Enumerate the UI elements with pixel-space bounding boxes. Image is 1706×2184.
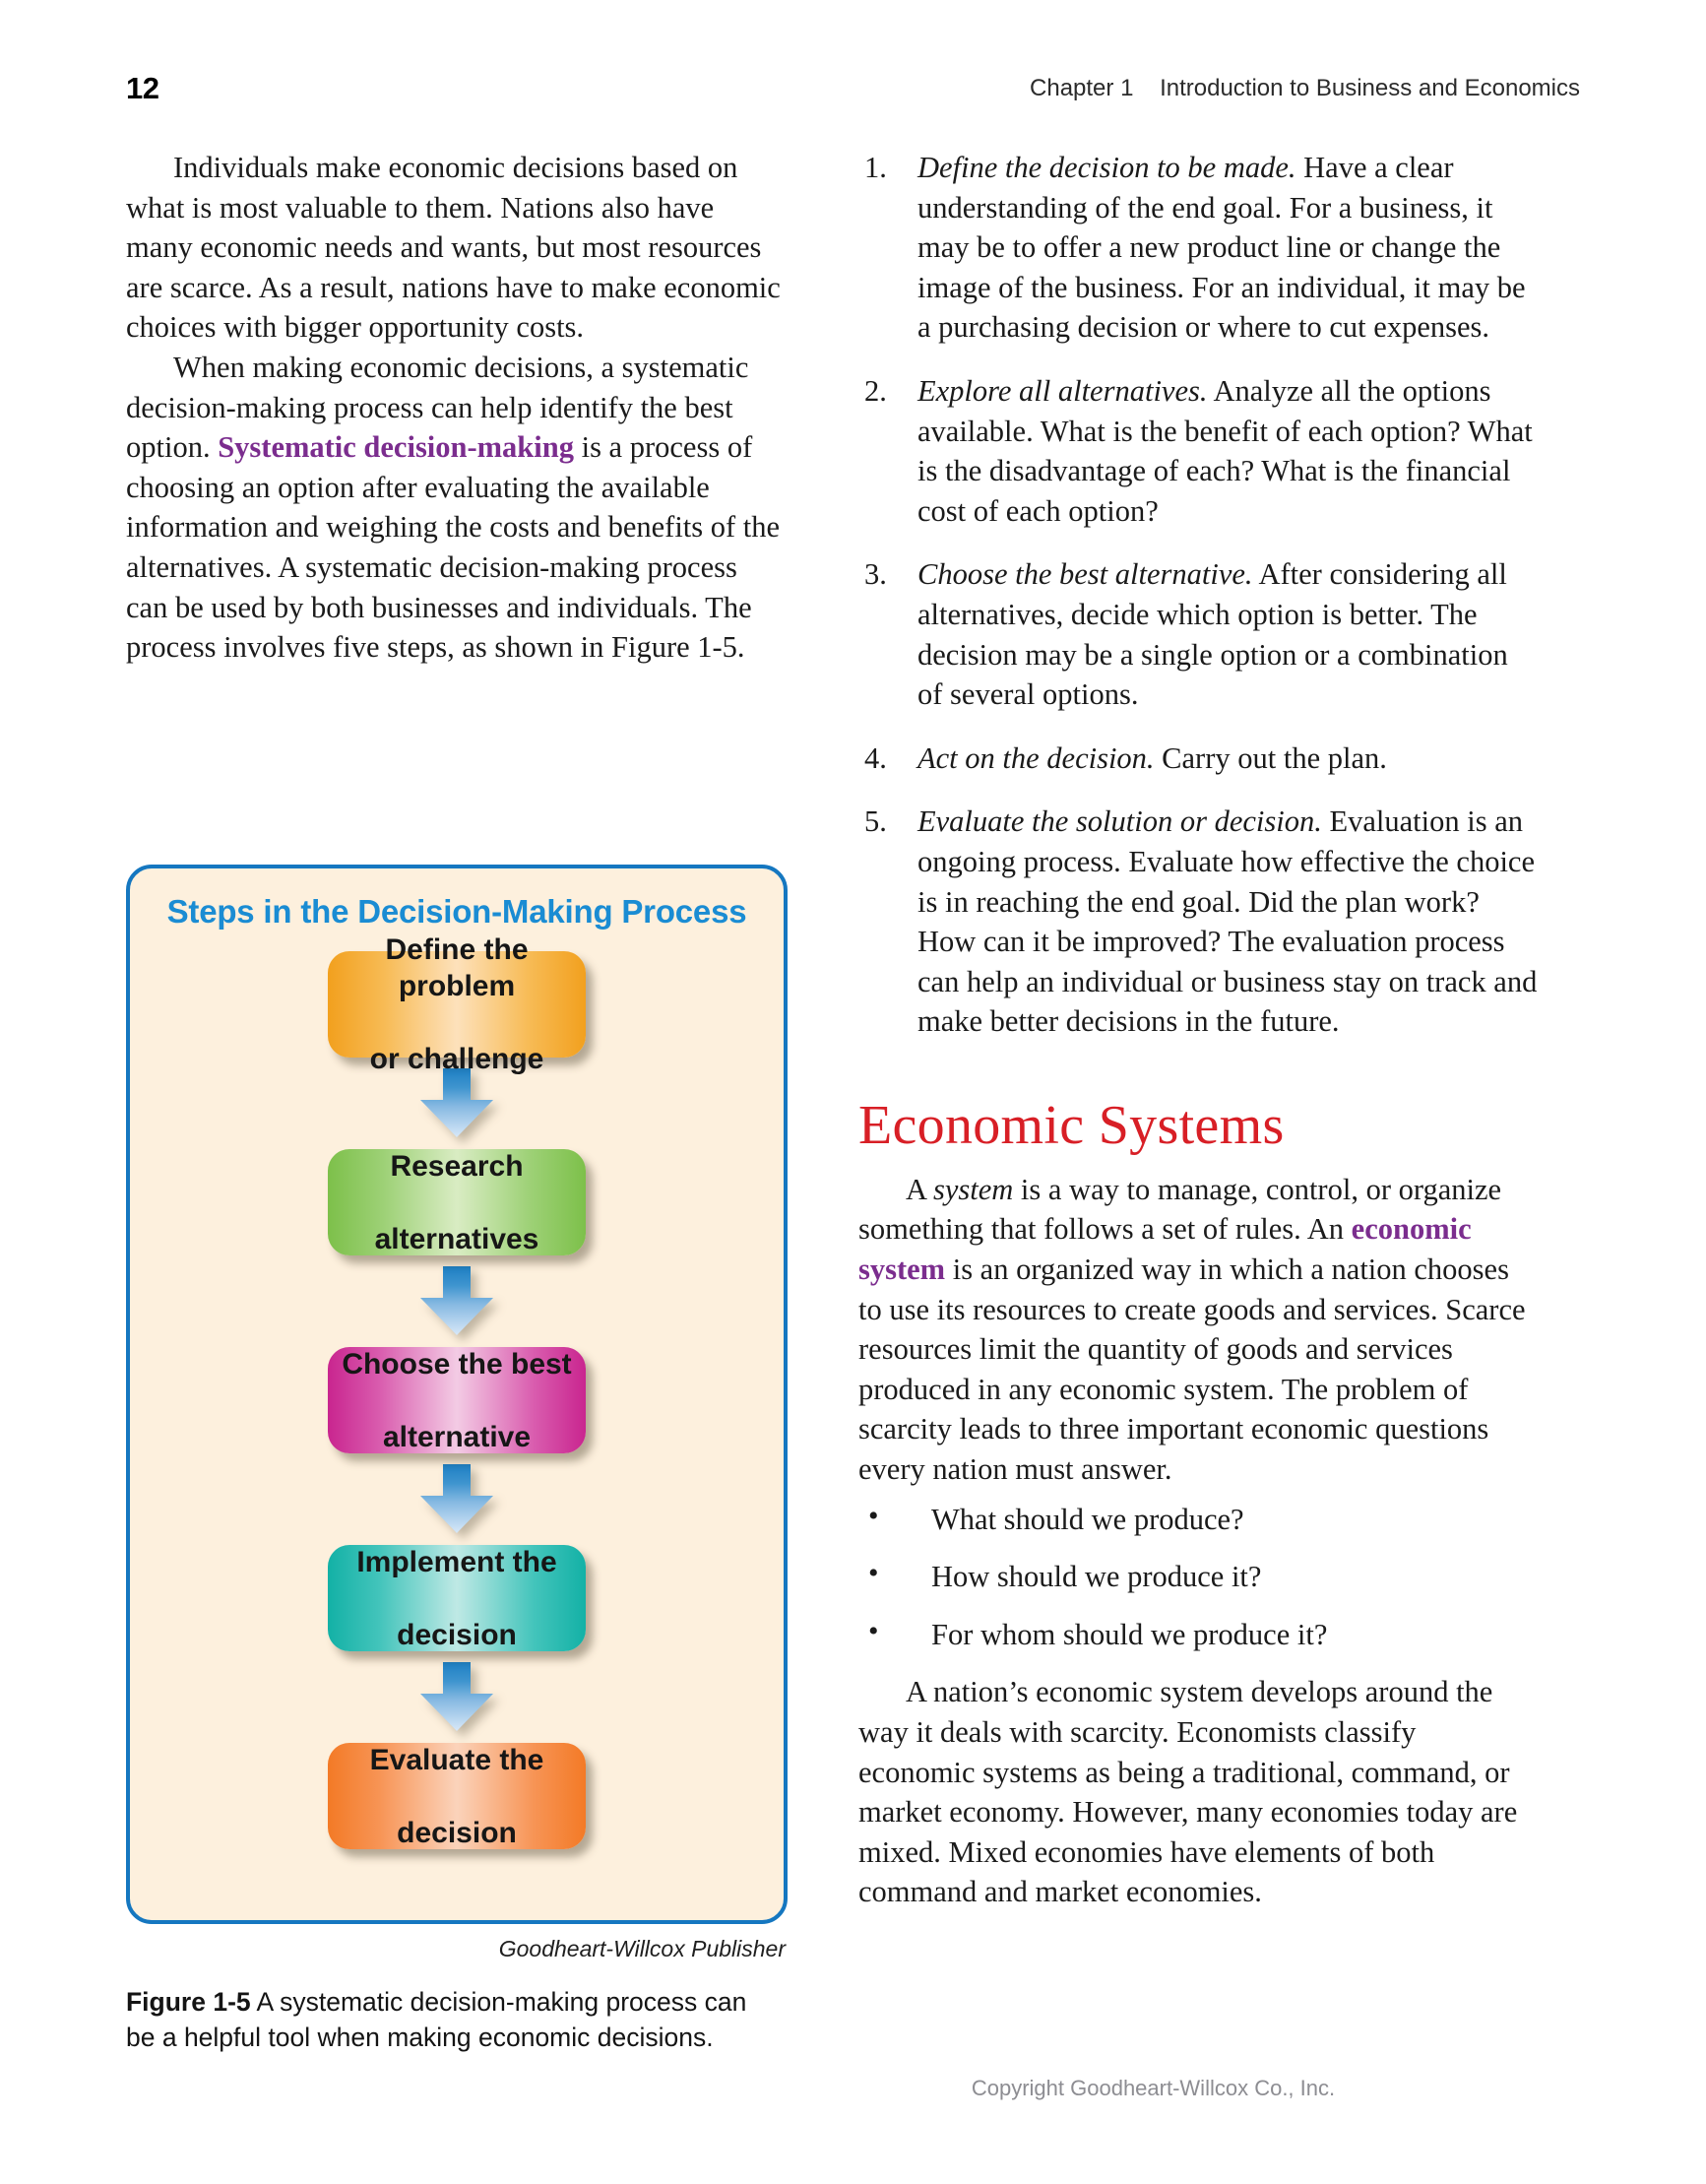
page-number: 12 [126,71,159,105]
list-item-number: 4. [864,740,887,775]
down-arrow-icon-3 [414,1464,499,1535]
list-item [858,554,1538,714]
decision-steps-list [858,148,1538,1042]
down-arrow-icon-2 [414,1266,499,1337]
list-item-number: 2. [864,373,887,408]
flow-node-label [358,1742,556,1851]
paragraph-individuals: Individuals make economic decisions based on what is most valuable to them. Nations also have many economic needs and wants, but most resources are scarce. As a result, nations have to make economic choices with bigger opportunity costs. [126,151,781,345]
node-line-2: decision [397,1816,517,1849]
term-systematic-decision-making: Systematic decision-making [218,430,574,465]
list-item-lead: Explore all alternatives. [917,373,1208,408]
flow-node-implement-decision [328,1545,586,1651]
node-line-2: alternatives [374,1222,539,1255]
node-line-2: or challenge [369,1043,544,1075]
section-heading-economic-systems: Economic Systems [858,1094,1285,1156]
node-line-2: alternative [382,1420,532,1453]
list-item-lead: Define the decision to be made. [917,151,1296,184]
list-item-lead: Act on the decision. [917,740,1155,775]
para2-text-a: When making economic decisions, a systematic decision-making process can help identify the best option. [126,350,749,465]
list-item-text: Carry out the plan. [1154,740,1387,775]
node-line-1: Choose the best [342,1347,572,1381]
list-item [858,1615,1538,1655]
list-item [858,371,1538,531]
right-column [858,148,1538,1912]
list-item-lead: Evaluate the solution or decision. [917,804,1322,839]
flow-node-evaluate-decision [328,1743,586,1849]
list-item-text: How should we produce it? [931,1560,1262,1594]
node-line-1: Define the problem [385,933,529,1002]
paragraph-economic-system [858,1170,1538,1490]
flow-node-research-alternatives [328,1149,586,1255]
list-item-lead: Choose the best alternative. [917,557,1253,592]
para2-text-b: is a process of choosing an option after evaluating the available information and weighing the costs and benefits of the alternatives. A systematic decision-making process can be used by both businesses and individuals. The process involves five steps, as shown in Figure 1-5. [126,430,781,665]
flow-node-label [345,1544,568,1653]
panel-title: Steps in the Decision-Making Process [166,893,747,930]
flow-node-choose-best-alternative [328,1347,586,1453]
economic-questions-list [858,1500,1538,1655]
list-item-text: What should we produce? [931,1502,1244,1536]
list-item-number: 3. [864,557,887,592]
flow-node-define-problem [328,933,586,1075]
figure-caption [126,1984,776,2055]
running-head-title: Chapter 1 Introduction to Business and Economics [1030,75,1580,101]
bullet-glyph-icon: • [868,1557,879,1590]
paragraph-nation-economic-system: A nation’s economic system develops around the way it deals with scarcity. Economists classify economic systems as being a traditional, command, or market economy. However, many economies today are mixed. Mixed economies have elements of both command and market economies. [858,1675,1518,1909]
italic-system: system [932,1172,1014,1206]
flowchart [130,933,784,1849]
para-text-c: is an organized way in which a nation chooses to use its resources to create goods and services. Scarce resources limit the quantity of goods and services produced in any economic system. The problem of scarcity leads to three important economic questions every nation must answer. [858,1253,1526,1487]
list-item-text: For whom should we produce it? [931,1617,1328,1651]
flow-node-label [363,1148,551,1257]
para-text-a: A [906,1172,933,1206]
list-item-text: Analyze all the options available. What is the benefit of each option? What is the disadvantage of each? What is the financial cost of each option? [917,373,1533,528]
flow-node-label [328,931,586,1077]
para-text-b: is a way to manage, control, or organize something that follows a set of rules. An [858,1172,1502,1247]
list-item-text: Have a clear understanding of the end goal. For a business, it may be to offer a new product line or change the image of the business. For an individual, it may be a purchasing decision or where to cut expenses. [917,151,1526,345]
node-line-1: Evaluate the [369,1743,544,1776]
copyright-notice: Copyright Goodheart-Willcox Co., Inc. [971,2076,1336,2100]
list-item [858,1500,1538,1540]
list-item [858,739,1538,779]
node-line-1: Implement the [356,1545,557,1578]
list-item [858,1557,1538,1597]
bullet-glyph-icon: • [868,1499,879,1532]
list-item-number: 1. [864,151,887,184]
list-item [858,802,1538,1042]
page-footer [0,2076,1706,2101]
node-line-1: Research [390,1149,524,1183]
left-column [126,148,784,668]
node-line-2: decision [397,1618,517,1651]
list-item [858,148,1538,348]
figure-caption-text: A systematic decision-making process can be a helpful tool when making economic decisions. [126,1987,747,2052]
paragraph-systematic [126,348,784,668]
figure-1-5 [126,865,788,2055]
flow-node-label [330,1346,583,1455]
figure-label: Figure 1-5 [126,1987,251,2017]
running-head [126,71,1580,114]
decision-process-panel [126,865,788,1924]
term-economic-system: economic system [858,1212,1472,1287]
down-arrow-icon-4 [414,1662,499,1733]
list-item-number: 5. [864,804,887,839]
bullet-glyph-icon: • [868,1614,879,1647]
figure-credit: Goodheart-Willcox Publisher [498,1936,786,1961]
list-item-text: After considering all alternatives, decide which option is better. The decision may be a single option or a combination of several options. [917,557,1508,712]
down-arrow-icon-1 [414,1068,499,1139]
list-item-text: Evaluation is an ongoing process. Evaluate how effective the choice is in reaching the end goal. Did the plan work? How can it be improved? The evaluation process can help an individual or business stay on track and make better decisions in the future. [917,804,1538,1039]
